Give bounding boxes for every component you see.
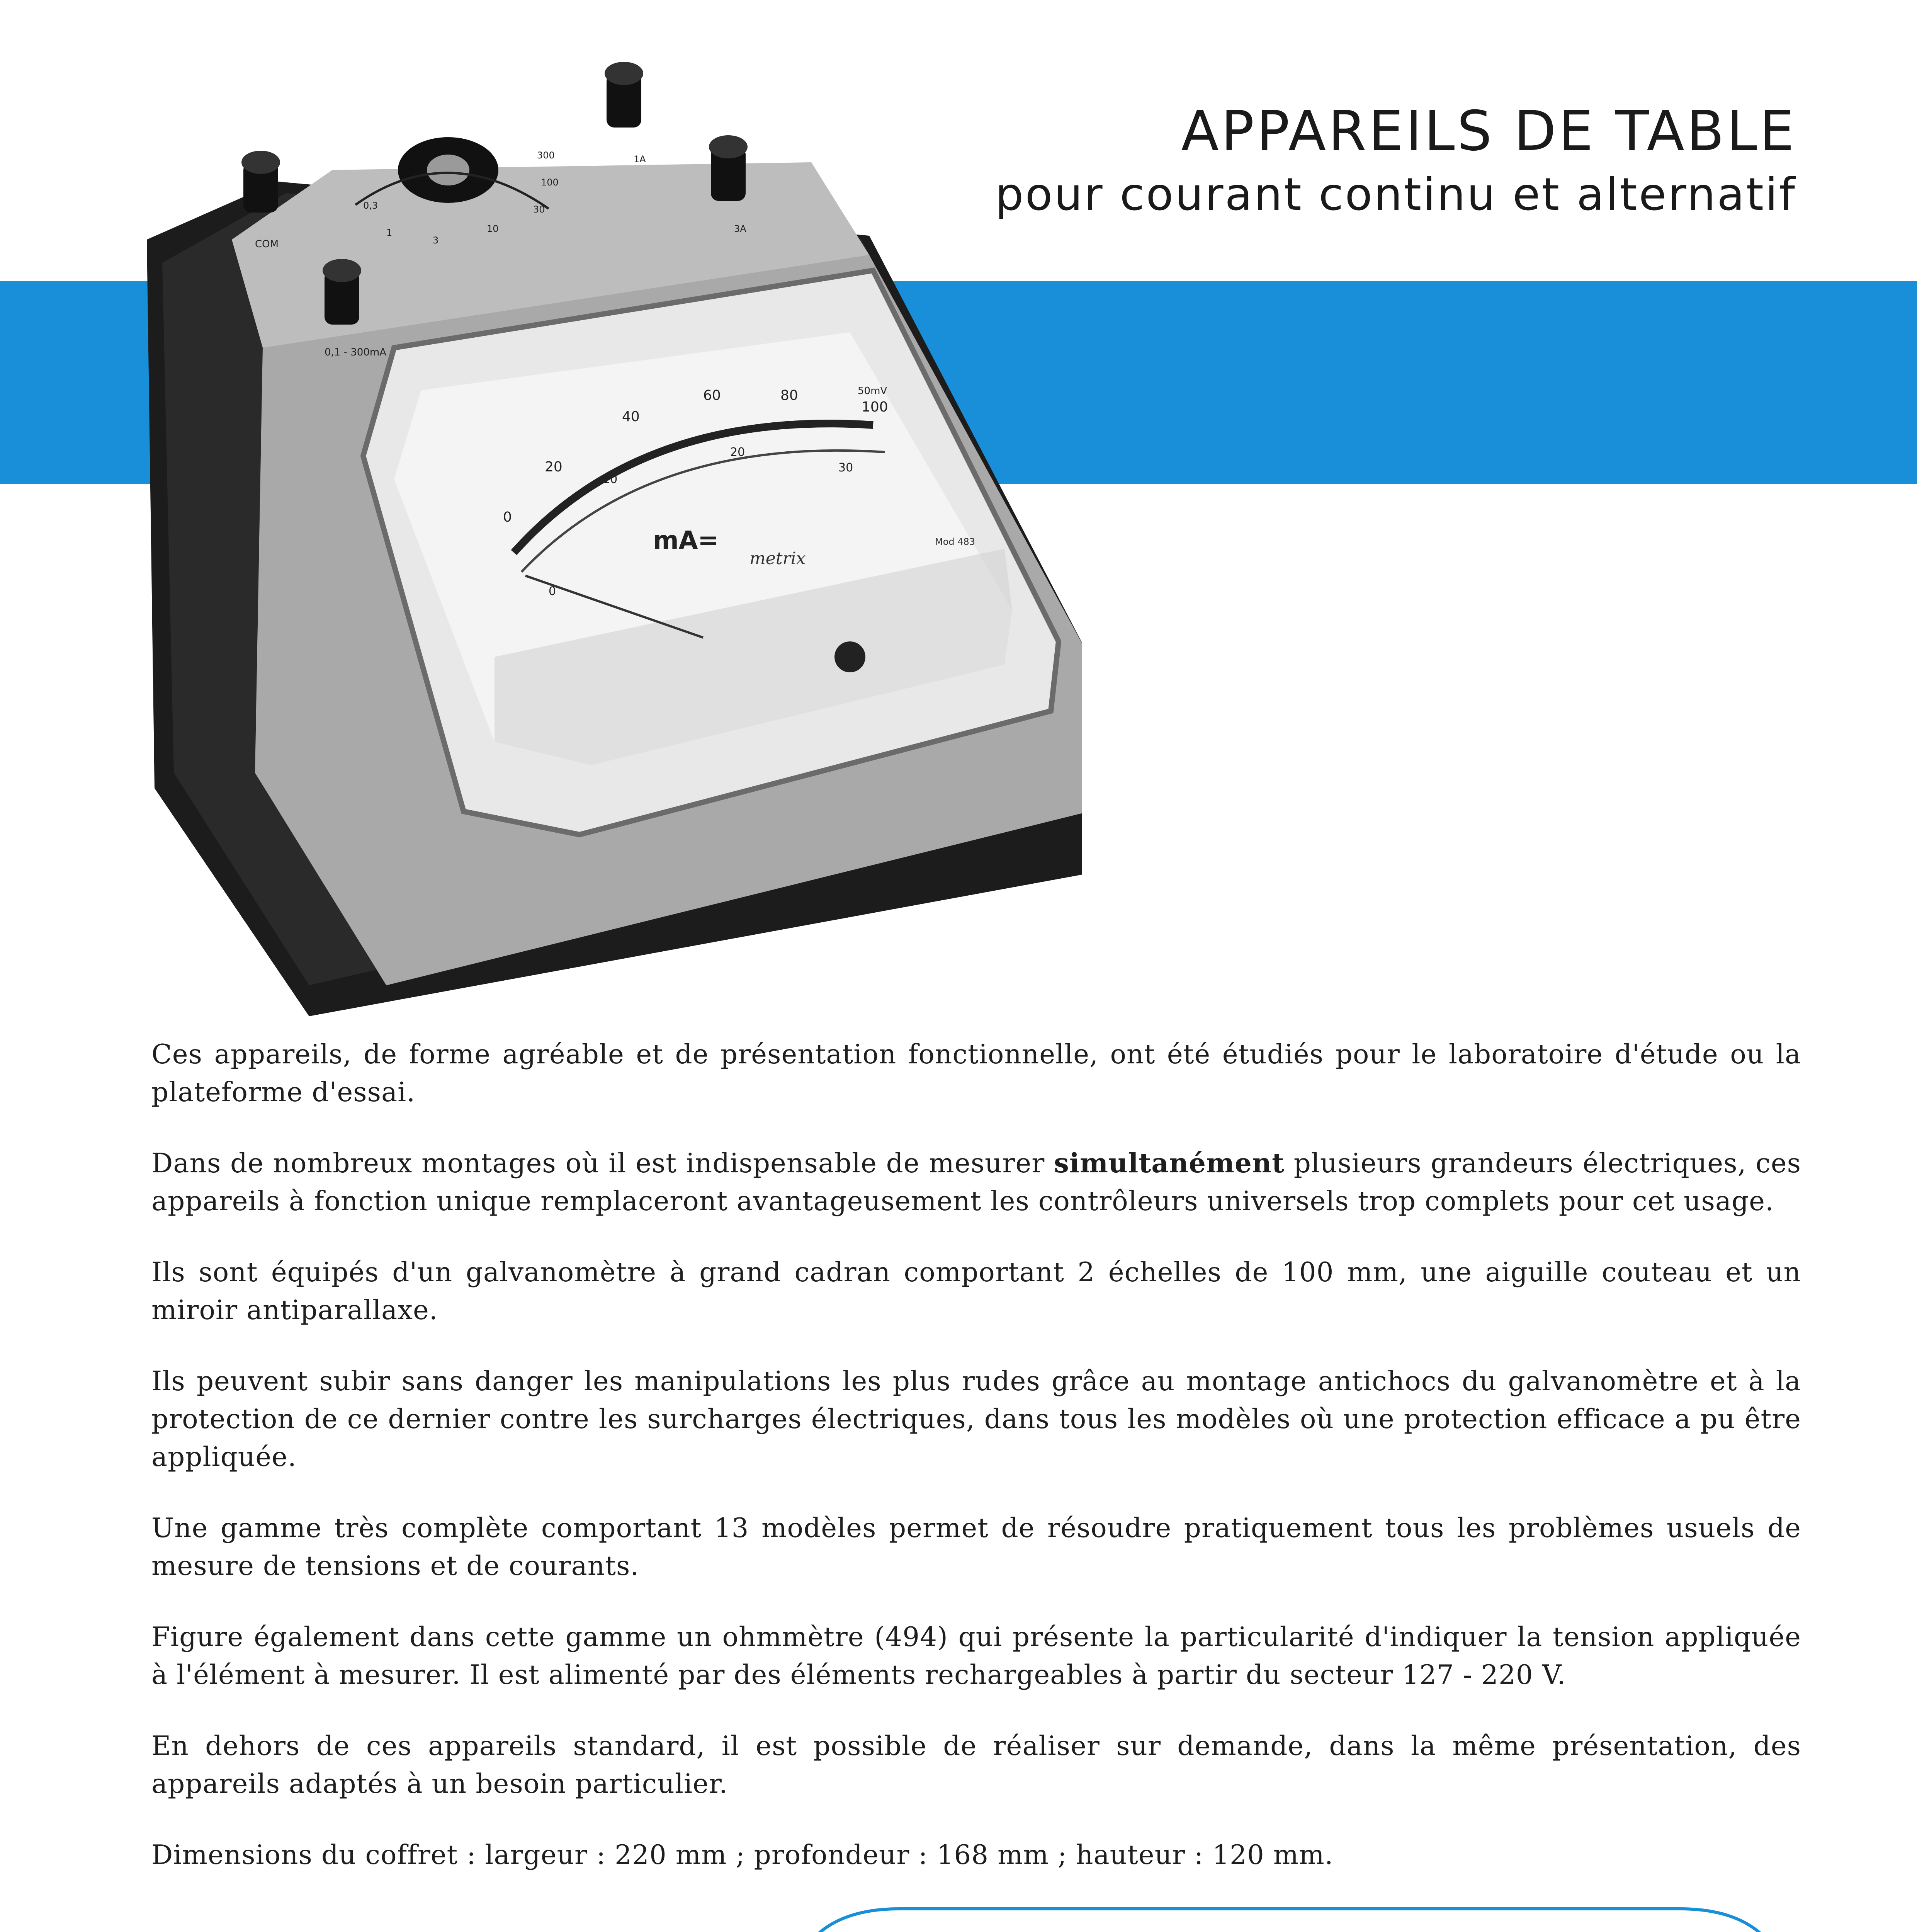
switch-range-3: 3 [433,235,439,246]
paragraph-2-start: Dans de nombreux montages où il est indispensable de mesurer [151,1148,1054,1179]
dial-tick-80: 80 [780,388,798,403]
dial-tick-60: 60 [703,388,721,403]
meter-photo [116,54,1082,1028]
dial-tick-20: 20 [545,459,563,475]
terminal-1a-label: 1A [634,154,646,165]
paragraph-5: Une gamme très complète comportant 13 modèles permet de résoudre pratiquement tous les problèmes usuels de mesure de tensions et de courants. [151,1513,1801,1582]
terminal-range [323,259,361,325]
switch-range-30: 30 [533,204,545,215]
switch-range-100: 100 [541,177,559,188]
paragraph-4: Ils peuvent subir sans danger les manipulations les plus rudes grâce au montage antichocs du galvanomètre et à la protection de ce dernier contre les surcharges électriques, dans tous les modèles où une protection efficace a pu être appliquée. [151,1366,1801,1473]
paragraph-2 [151,1145,1801,1220]
terminal-1a [605,62,643,128]
terminal-3a-label: 3A [734,223,746,234]
switch-range-10: 10 [487,223,499,234]
scale-drawing [783,1906,1796,1932]
dial-tick-100: 100 [862,399,888,415]
page-subtitle: pour courant continu et alternatif [995,168,1796,221]
dial-model: Mod 483 [935,536,975,547]
switch-range-300: 300 [537,150,555,161]
dial-lower-30: 30 [838,461,853,474]
terminal-com [241,151,280,213]
page-title: APPAREILS DE TABLE [1181,99,1796,163]
paragraph-3: Ils sont équipés d'un galvanomètre à grand cadran comportant 2 échelles de 100 mm, une aiguille couteau et un miroir antiparallaxe. [151,1257,1801,1326]
body-text [151,1036,1801,1907]
terminal-3a [709,135,748,201]
zero-adjust-screw [834,641,865,672]
paragraph-2-emphasis: simultanément [1054,1148,1285,1179]
dial-lower-10: 10 [603,473,618,486]
dial-mv-label: 50mV [858,385,887,397]
dial-brand: metrix [749,549,806,568]
dial-unit: mA= [653,526,719,555]
header [995,100,1796,224]
terminal-com-label: COM [255,238,279,250]
paragraph-7: En dehors de ces appareils standard, il est possible de réaliser sur demande, dans la même présentation, des appareils adaptés à un besoin particulier. [151,1731,1801,1799]
paragraph-6: Figure également dans cette gamme un ohmmètre (494) qui présente la particularité d'indiquer la tension appliquée à l'élément à mesurer. Il est alimenté par des éléments rechargeables à partir du secteur 127 - 220 V. [151,1622,1801,1690]
dial-lower-0: 0 [549,585,556,598]
paragraph-2-end: plusieurs grandeurs électriques, ces appareils à fonction unique remplaceront avantageusement les contrôleurs universels trop complets pour cet usage. [151,1148,1801,1217]
switch-range-1: 1 [386,227,393,238]
paragraph-8: Dimensions du coffret : largeur : 220 mm ; profondeur : 168 mm ; hauteur : 120 mm. [151,1840,1334,1871]
switch-range-0-3: 0,3 [363,200,378,211]
dial-tick-40: 40 [622,409,640,425]
paragraph-1: Ces appareils, de forme agréable et de présentation fonctionnelle, ont été étudiés pour le laboratoire d'étude ou la plateforme d'essai. [151,1039,1801,1108]
terminal-range-label: 0,1 - 300mA [325,347,386,358]
scale-frame [787,1909,1793,1932]
dial-lower-20: 20 [730,446,745,459]
dial-tick-0: 0 [503,509,512,525]
